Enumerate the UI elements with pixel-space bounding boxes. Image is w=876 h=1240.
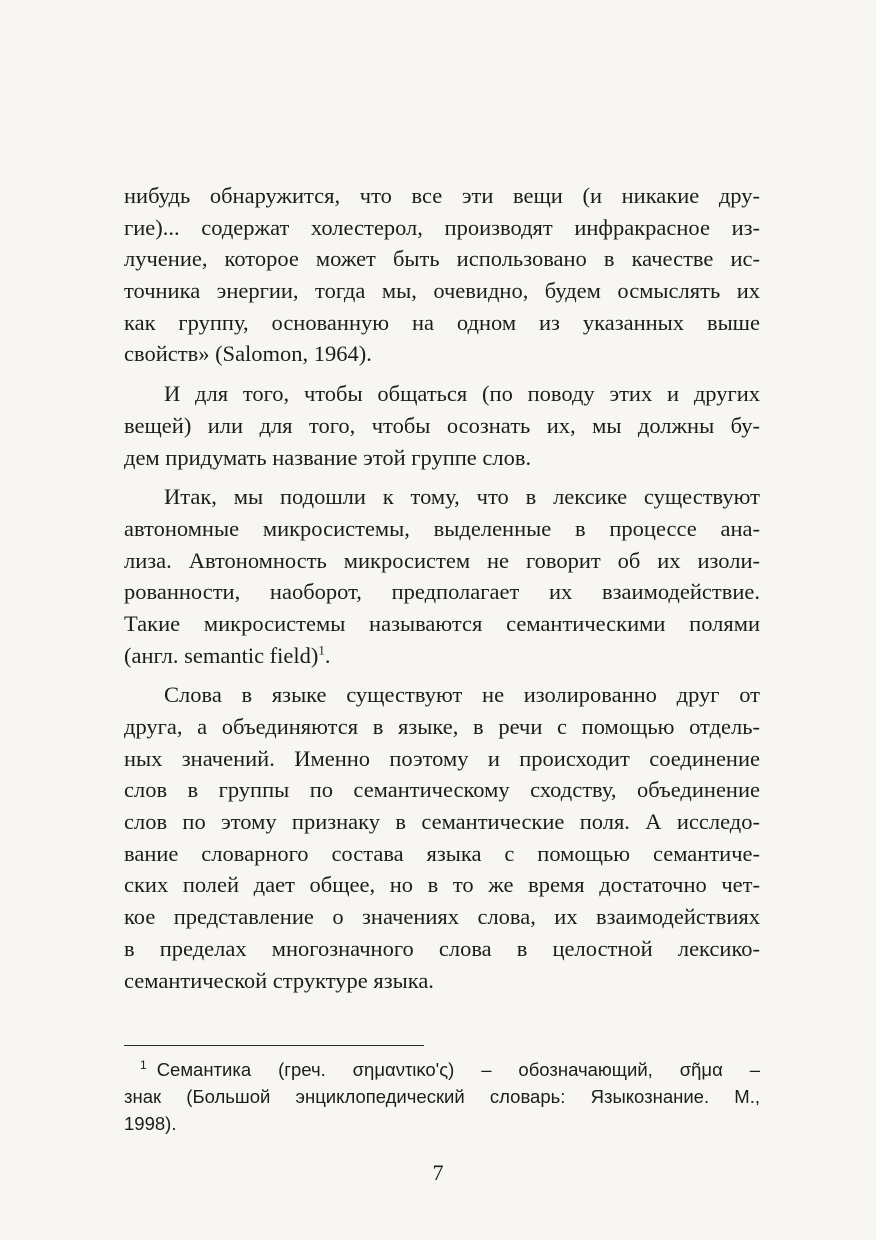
footnote-line-content: Семантика (греч. σημαντικο'ς) – обозначающий, σῆμα – [156, 1059, 760, 1080]
text-line: гие)... содержат холестерол, производят инфракрасное из- [124, 214, 760, 240]
text-line: И для того, чтобы общаться (по поводу этих и других [164, 381, 760, 407]
paragraph [124, 378, 760, 473]
footnote [124, 1056, 760, 1137]
text-line: Итак, мы подошли к тому, что в лексике существуют [164, 484, 760, 510]
page-number: 7 [432, 1160, 444, 1185]
text-line: вание словарного состава языка с помощью семантиче- [124, 840, 760, 866]
text-line: лиза. Автономность микросистем не говорит об их изоли- [124, 547, 760, 573]
text-line: слов по этому признаку в семантические поля. А исследо- [124, 809, 760, 835]
text-line: автономные микросистемы, выделенные в процессе ана- [124, 515, 760, 541]
text-line: слов в группы по семантическому сходству, объединение [124, 777, 760, 803]
text-line: друга, а объединяются в языке, в речи с помощью отдель- [124, 714, 760, 739]
footnote-divider [124, 1045, 424, 1046]
main-text [124, 180, 760, 996]
text-line: свойств» (Salomon, 1964). [124, 341, 372, 367]
footnote-reference[interactable]: 1 [318, 642, 325, 658]
text-line: рованности, наоборот, предполагает их взаимодействие. [124, 579, 760, 605]
footnote-line: знак (Большой энциклопедический словарь: Языкознание. М., [124, 1086, 760, 1107]
text-line: Слова в языке существуют не изолированно друг от [164, 682, 760, 708]
paragraph [124, 481, 760, 671]
text-line: дем придумать название этой группе слов. [124, 444, 532, 470]
text-line: семантической структуре языка. [124, 967, 434, 993]
text-line: ных значений. Именно поэтому и происходит соединение [124, 745, 760, 771]
sentence-end: . [324, 642, 331, 668]
text-line: лучение, которое может быть использовано в качестве ис- [124, 246, 760, 272]
text-line: точника энергии, тогда мы, очевидно, будем осмыслять их [124, 278, 760, 304]
footnote-line: 1998). [124, 1113, 177, 1134]
text-line: вещей) или для того, чтобы осознать их, мы должны бу- [124, 412, 760, 438]
paragraph [124, 180, 760, 370]
footnote-marker: 1 [140, 1057, 147, 1072]
text-line: как группу, основанную на одном из указанных выше [124, 309, 760, 335]
text-line: нибудь обнаружится, что все эти вещи (и никакие дру- [124, 183, 760, 208]
text-line: ских полей дает общее, но в то же время достаточно чет- [124, 872, 760, 898]
text-line: в пределах многозначного слова в целостной лексико- [124, 935, 760, 961]
text-line-content: (англ. semantic field) [124, 642, 319, 668]
footnote-line [124, 1056, 760, 1083]
text-line: кое представление о значениях слова, их взаимодействиях [124, 904, 760, 930]
text-line [124, 640, 760, 672]
paragraph [124, 679, 760, 996]
text-line: Такие микросистемы называются семантическими полями [124, 610, 760, 636]
